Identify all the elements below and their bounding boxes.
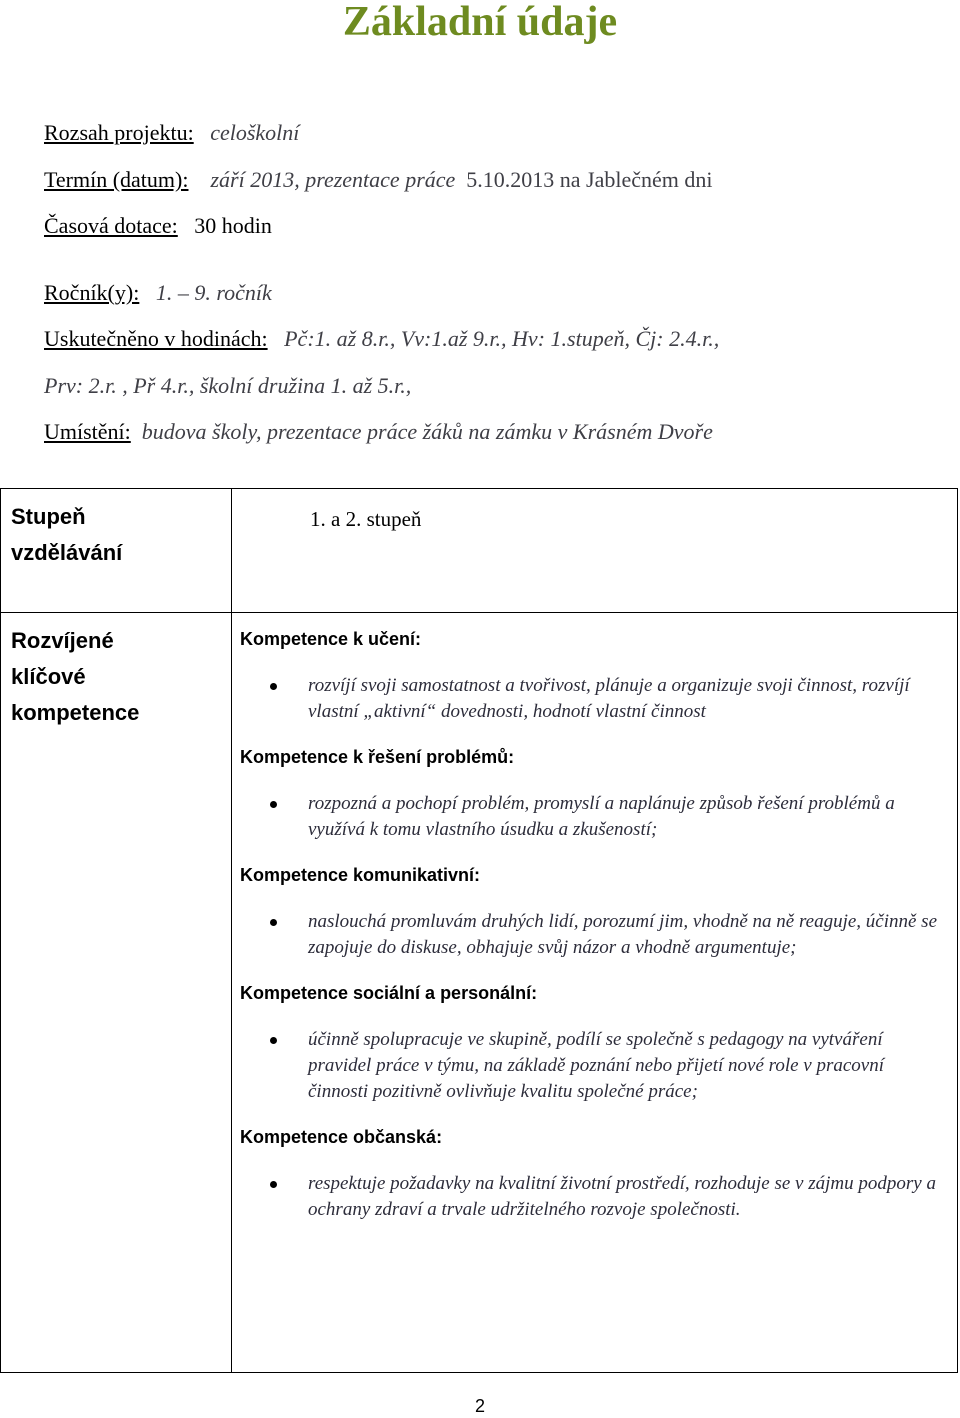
stupen-value-cell	[232, 489, 958, 613]
dotace-label: Časová dotace:	[44, 213, 178, 238]
rocnik-row	[44, 279, 272, 307]
rozsah-label: Rozsah projektu:	[44, 120, 194, 145]
bullet-icon	[270, 919, 277, 926]
kompetence-label-3: kompetence	[11, 700, 140, 725]
list-item-text: naslouchá promluvám druhých lidí, porozumí jim, vhodně na ně reaguje, účinně se zapojuje do diskuse, obhajuje svůj názor a vhodně argumentuje;	[308, 911, 938, 958]
rocnik-value: 1. – 9. ročník	[155, 280, 272, 305]
page-number: 2	[474, 1396, 485, 1416]
section-heading: Kompetence komunikativní:	[240, 865, 481, 885]
rozsah-row	[44, 119, 299, 147]
hodiny-value-2: Prv: 2.r. , Př 4.r., školní družina 1. až 5.r.,	[44, 373, 412, 398]
termin-value-italic: září 2013, prezentace práce	[210, 167, 456, 192]
list-item	[240, 1027, 947, 1105]
list-item	[240, 1171, 947, 1223]
section-heading: Kompetence občanská:	[240, 1127, 443, 1147]
list-item	[240, 909, 947, 961]
list-item-text: rozpozná a pochopí problém, promyslí a naplánuje způsob řešení problémů a využívá k tomu vlastního úsudku a zkušeností;	[308, 793, 895, 840]
hodiny-label: Uskutečněno v hodinách:	[44, 326, 268, 351]
competence-section	[240, 863, 947, 961]
section-heading: Kompetence k řešení problémů:	[240, 747, 515, 767]
section-heading: Kompetence sociální a personální:	[240, 983, 538, 1003]
stupen-label-1: Stupeň	[11, 504, 86, 529]
kompetence-content-cell	[232, 613, 958, 1373]
competence-section	[240, 745, 947, 843]
list-item	[240, 791, 947, 843]
kompetence-row	[1, 613, 958, 1373]
rocnik-label: Ročník(y):	[44, 280, 140, 305]
umisteni-label: Umístění:	[44, 419, 131, 444]
bullet-icon	[270, 801, 277, 808]
list-item	[240, 673, 947, 725]
umisteni-row	[44, 418, 713, 446]
competence-section	[240, 627, 947, 725]
umisteni-value: budova školy, prezentace práce žáků na zámku v Krásném Dvoře	[141, 419, 713, 444]
dotace-row	[44, 212, 272, 240]
termin-row	[44, 166, 713, 194]
project-table	[0, 488, 958, 1373]
page-title: Základní údaje	[342, 0, 618, 45]
list-item-text: respektuje požadavky na kvalitní životní prostředí, rozhoduje se v zájmu podpory a ochrany zdraví a trvale udržitelného rozvoje společnosti.	[308, 1173, 936, 1220]
competence-section	[240, 981, 947, 1105]
stupen-label-cell	[1, 489, 232, 613]
termin-value: 5.10.2013 na Jablečném dni	[466, 167, 713, 192]
kompetence-label-2: klíčové	[11, 664, 86, 689]
hodiny-row	[44, 325, 719, 353]
bullet-icon	[270, 1181, 277, 1188]
stupen-value: 1. a 2. stupeň	[310, 507, 422, 531]
list-item-text: účinně spolupracuje ve skupině, podílí se společně s pedagogy na vytváření pravidel práce v týmu, na základě poznání nebo přijetí nové role v pracovní činnosti pozitivně ovlivňuje kvalitu společné práce;	[308, 1029, 885, 1102]
hodiny-value-1: Pč:1. až 8.r., Vv:1.až 9.r., Hv: 1.stupeň, Čj: 2.4.r.,	[284, 326, 720, 351]
bullet-icon	[270, 683, 277, 690]
stupen-row	[1, 489, 958, 613]
kompetence-label-1: Rozvíjené	[11, 628, 114, 653]
list-item-text: rozvíjí svoji samostatnost a tvořivost, plánuje a organizuje svoji činnost, rozvíjí vlastní „aktivní“ dovednosti, hodnotí vlastní činnost	[308, 675, 910, 722]
stupen-label-2: vzdělávání	[11, 540, 123, 565]
dotace-value: 30 hodin	[194, 213, 272, 238]
competence-section	[240, 1125, 947, 1223]
rozsah-value: celoškolní	[210, 120, 300, 145]
hodiny-row-2	[44, 372, 411, 400]
termin-label: Termín (datum):	[44, 167, 189, 192]
section-heading: Kompetence k učení:	[240, 629, 422, 649]
kompetence-label-cell	[1, 613, 232, 1373]
bullet-icon	[270, 1037, 277, 1044]
